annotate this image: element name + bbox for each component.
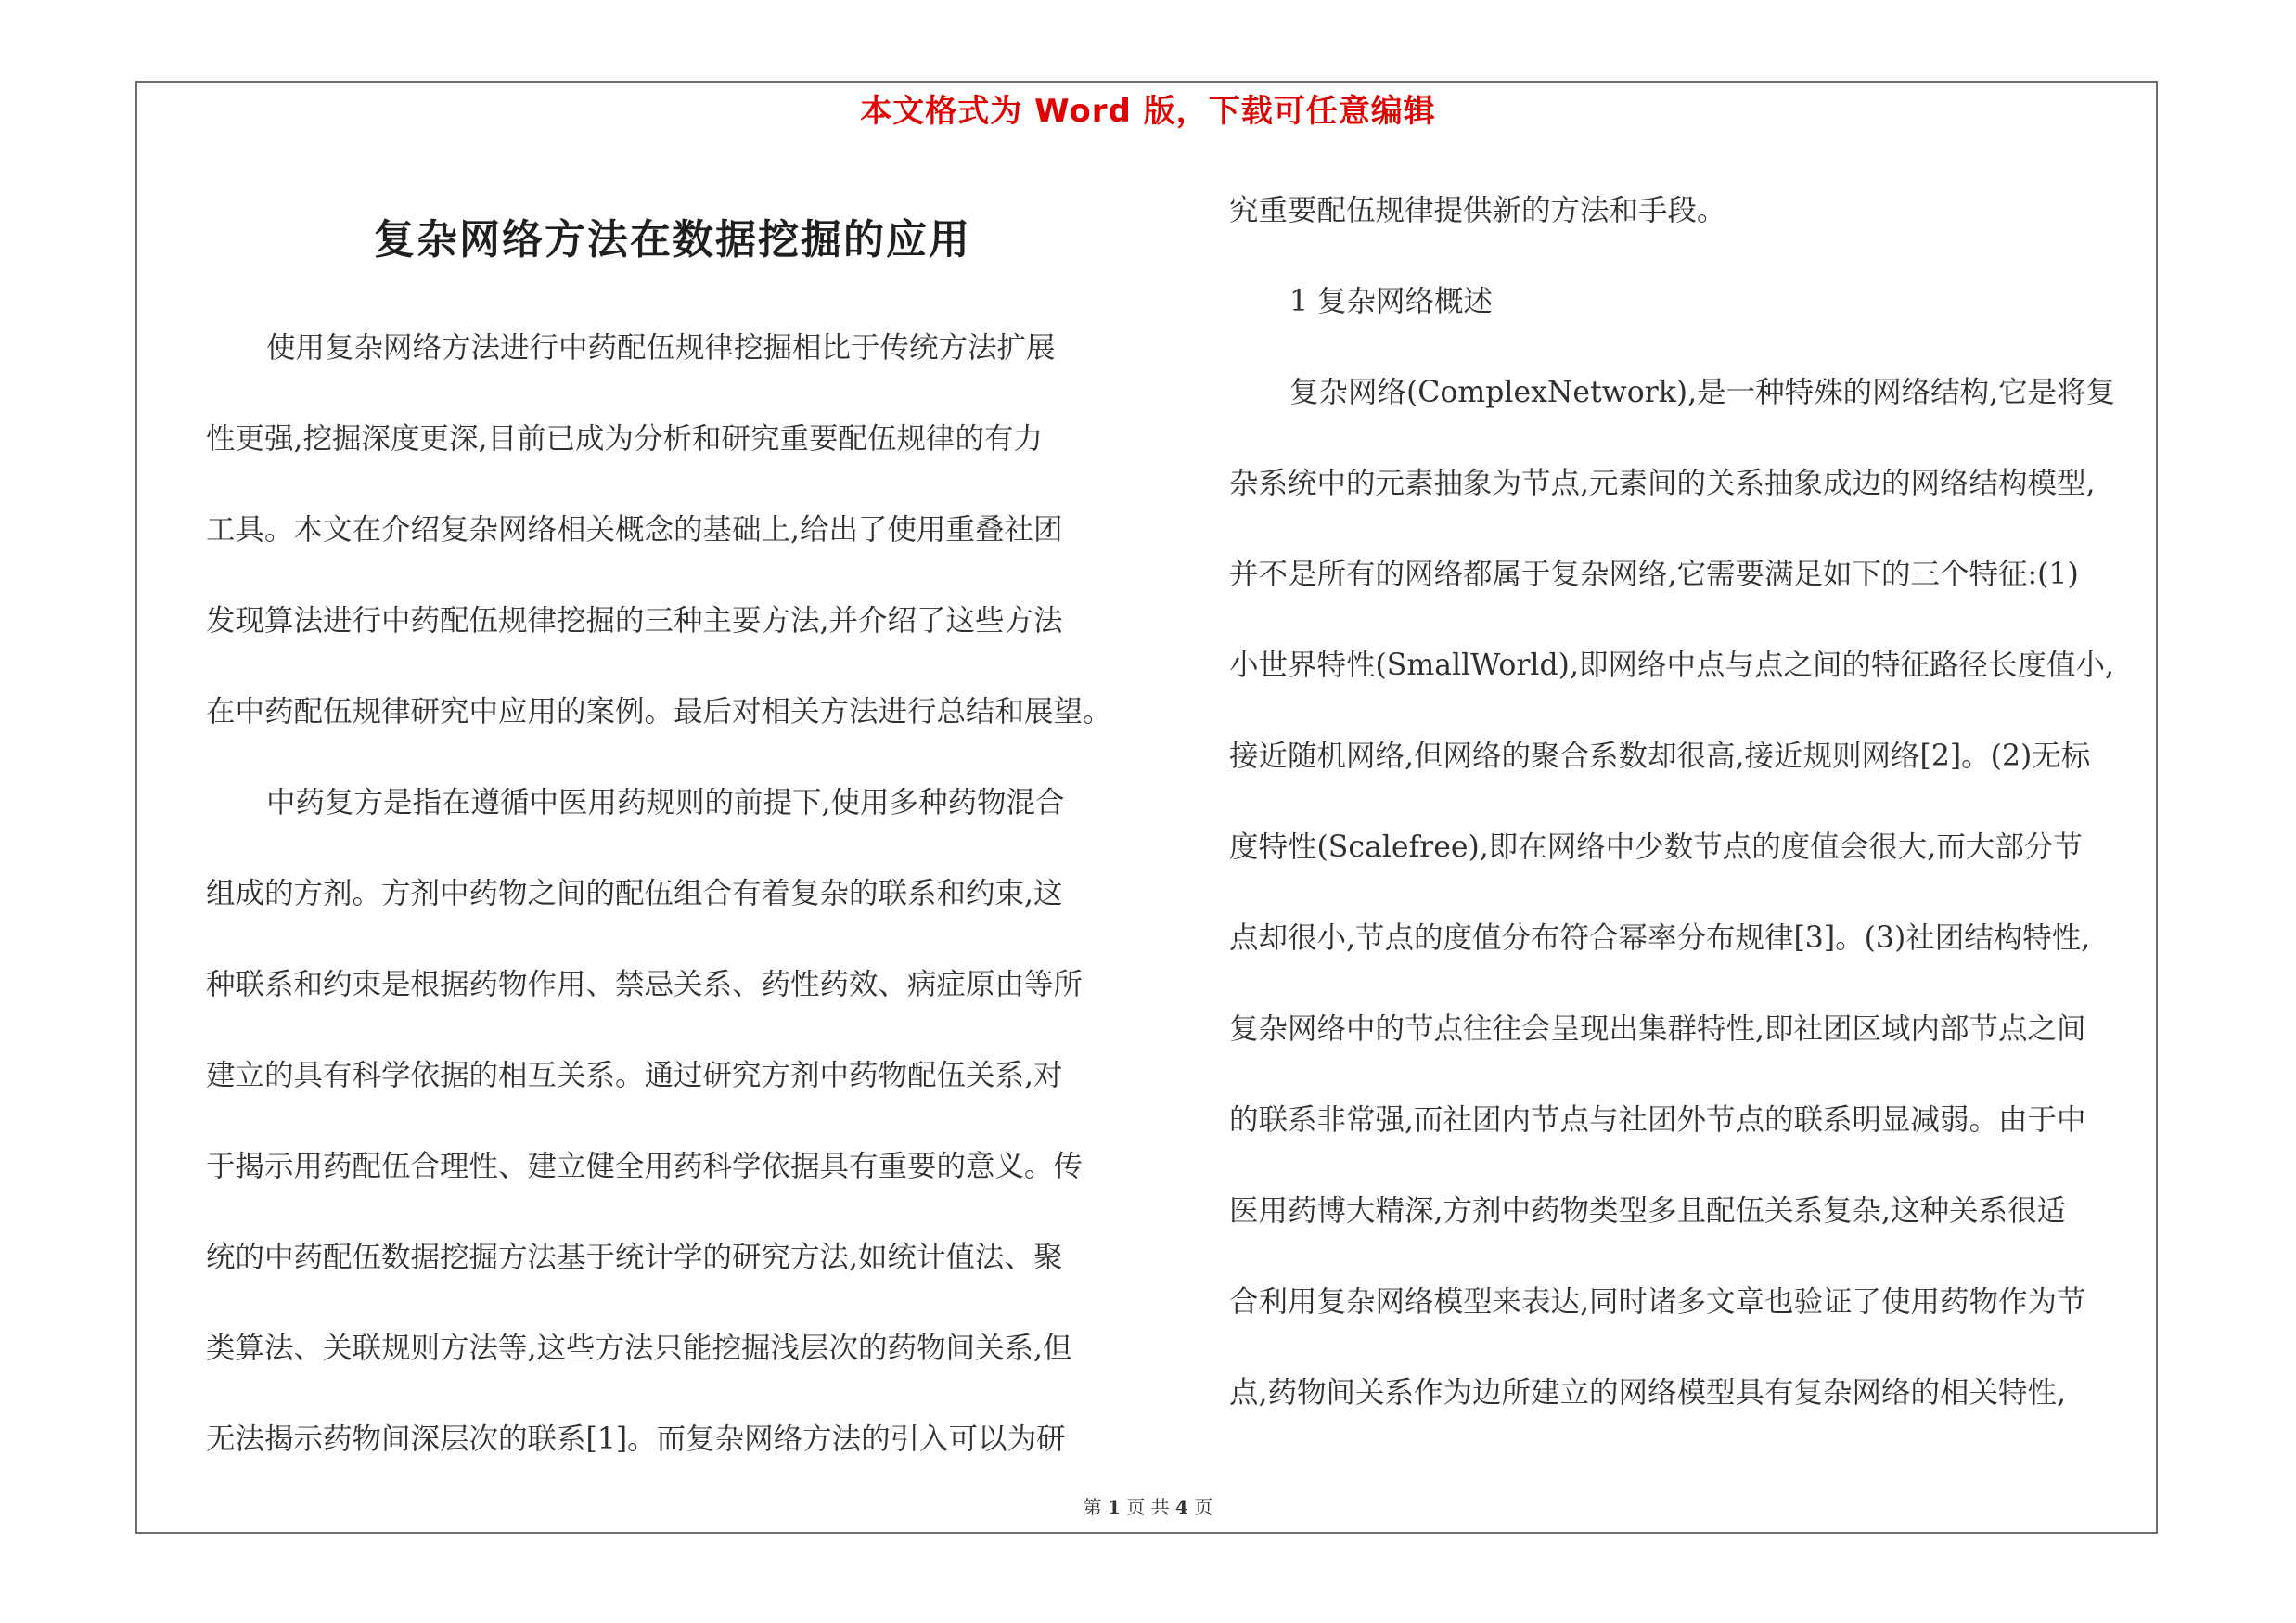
text-line: 杂系统中的元素抽象为节点,元素间的关系抽象成边的网络结构模型, [1229,467,2096,500]
footer-total-pages: 4 [1175,1496,1188,1518]
text-line: 种联系和约束是根据药物作用、禁忌关系、药性药效、病症原由等所 [206,968,1084,1001]
page-footer [0,1492,2296,1519]
text-line: 性更强,挖掘深度更深,目前已成为分析和研究重要配伍规律的有力 [206,422,1044,456]
footer-middle: 页 共 [1126,1496,1170,1518]
text-line: 组成的方剂。方剂中药物之间的配伍组合有着复杂的联系和约束,这 [206,877,1063,910]
text-line: 的联系非常强,而社团内节点与社团外节点的联系明显减弱。由于中 [1229,1103,2086,1137]
text-line: 点,药物间关系作为边所建立的网络模型具有复杂网络的相关特性, [1229,1376,2067,1410]
text-line: 工具。本文在介绍复杂网络相关概念的基础上,给出了使用重叠社团 [206,513,1063,547]
footer-prefix: 第 [1083,1496,1102,1518]
text-line: 无法揭示药物间深层次的联系[1]。而复杂网络方法的引入可以为研 [206,1423,1066,1456]
text-line: 使用复杂网络方法进行中药配伍规律挖掘相比于传统方法扩展 [266,331,1056,365]
text-line: 复杂网络(ComplexNetwork),是一种特殊的网络结构,它是将复 [1289,376,2116,409]
text-line: 医用药博大精深,方剂中药物类型多且配伍关系复杂,这种关系很适 [1229,1194,2067,1228]
text-line: 发现算法进行中药配伍规律挖掘的三种主要方法,并介绍了这些方法 [206,604,1063,638]
left-text-column [206,303,1143,1485]
text-line: 接近随机网络,但网络的聚合系数却很高,接近规则网络[2]。(2)无标 [1229,740,2091,773]
text-line: 在中药配伍规律研究中应用的案例。最后对相关方法进行总结和展望。 [206,695,1112,728]
text-line: 小世界特性(SmallWorld),即网络中点与点之间的特征路径长度值小, [1229,649,2114,682]
text-line: 点却很小,节点的度值分布符合幂率分布规律[3]。(3)社团结构特性, [1229,921,2091,955]
text-line: 建立的具有科学依据的相互关系。通过研究方剂中药物配伍关系,对 [206,1059,1063,1092]
footer-page-number: 1 [1108,1496,1121,1518]
text-line: 统的中药配伍数据挖掘方法基于统计学的研究方法,如统计值法、聚 [206,1241,1063,1274]
text-line: 1 复杂网络概述 [1289,285,1494,318]
text-line: 度特性(Scalefree),即在网络中少数节点的度值会很大,而大部分节 [1229,831,2083,864]
text-line: 于揭示用药配伍合理性、建立健全用药科学依据具有重要的意义。传 [206,1150,1084,1183]
text-line: 中药复方是指在遵循中医用药规则的前提下,使用多种药物混合 [266,786,1065,819]
footer-suffix: 页 [1194,1496,1213,1518]
text-line: 合利用复杂网络模型来表达,同时诸多文章也验证了使用药物作为节 [1229,1285,2086,1319]
format-banner: 本文格式为 Word 版，下载可任意编辑 [860,93,1436,130]
text-line: 并不是所有的网络都属于复杂网络,它需要满足如下的三个特征:(1) [1229,558,2079,591]
document-title: 复杂网络方法在数据挖掘的应用 [374,216,971,264]
text-line: 究重要配伍规律提供新的方法和手段。 [1229,194,1726,227]
right-text-column [1229,165,2161,1438]
text-line: 复杂网络中的节点往往会呈现出集群特性,即社团区域内部节点之间 [1229,1012,2086,1046]
text-line: 类算法、关联规则方法等,这些方法只能挖掘浅层次的药物间关系,但 [206,1332,1072,1365]
